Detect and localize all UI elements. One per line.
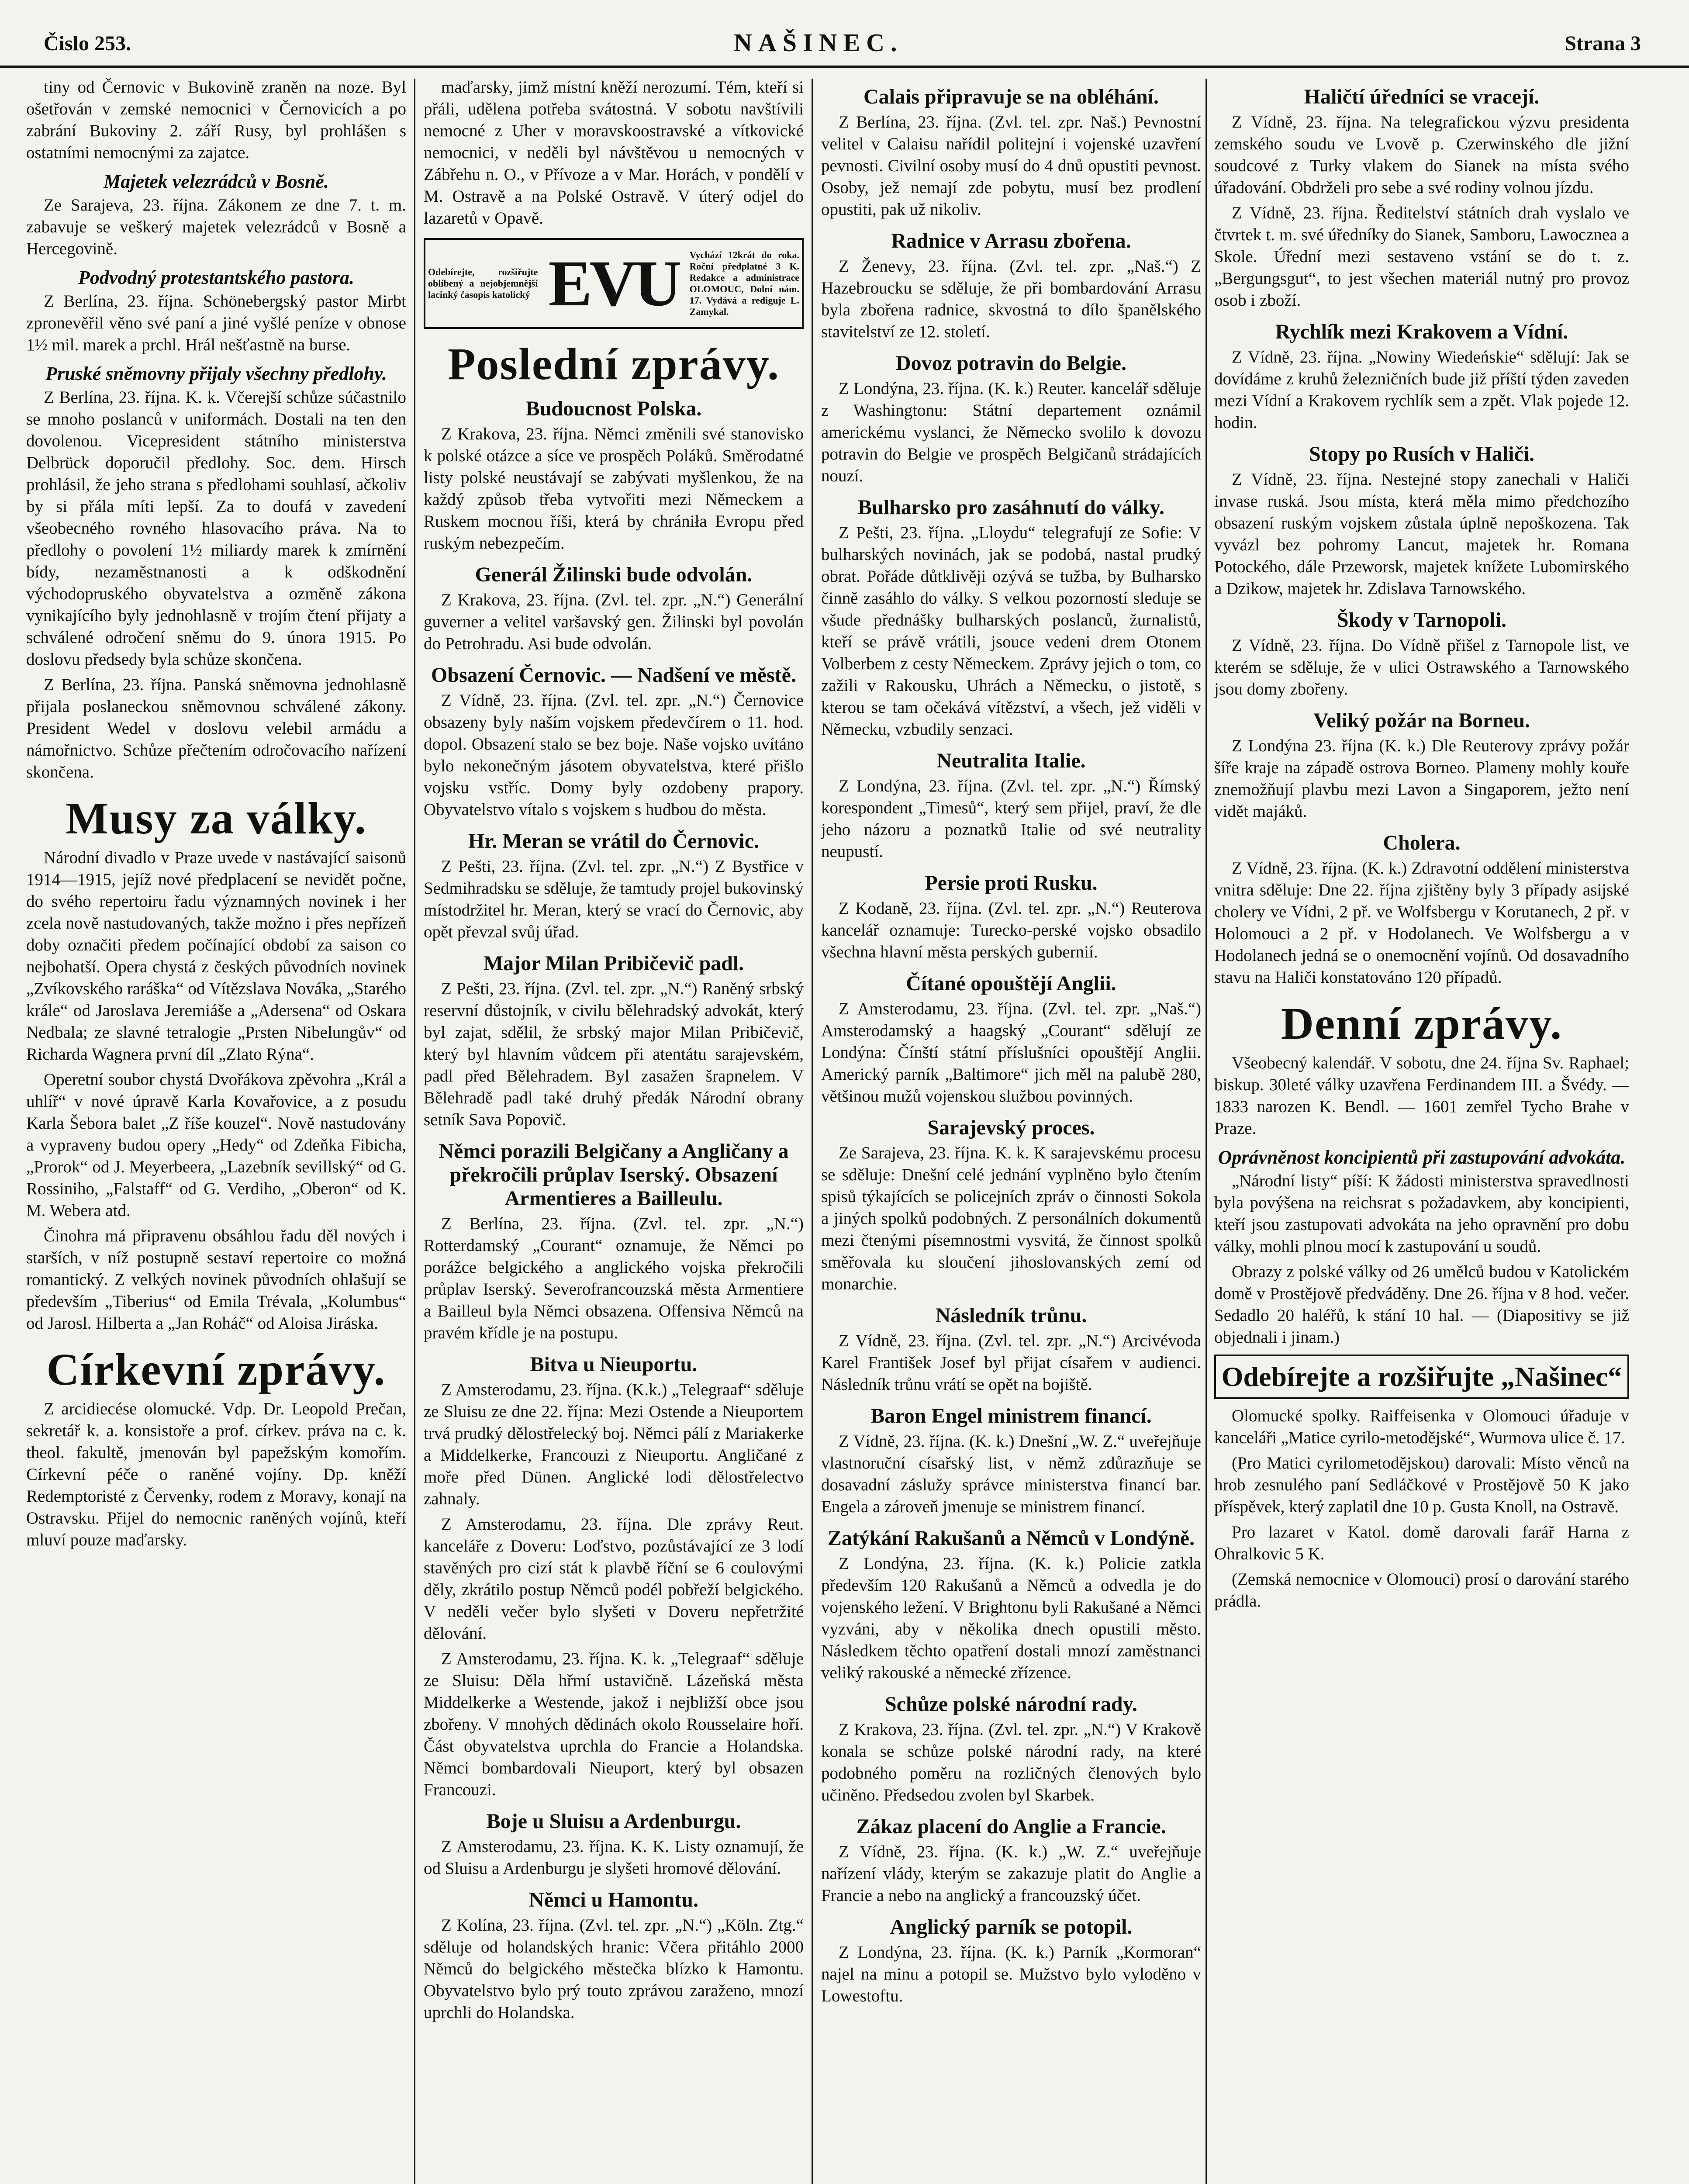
article-headline: Baron Engel ministrem financí. xyxy=(870,1404,1152,1427)
article-headline: Schůze polské národní rady. xyxy=(885,1693,1137,1716)
article-headline: Boje u Sluisu a Ardenburgu. xyxy=(486,1810,741,1833)
article-paragraph: Z arcidiecése olomucké. Vdp. Dr. Leopold Prečan, sekretář k. a. konsistoře a prof. církev. práva na c. k. theol. fakultě, jmenován byl papežským komořím. Církevní péče o raněné vojíny. Dp. kněží Redemptoristé z Červenky, rodem z Moravy, konají na Ostravsku. Přijel do nemocnic raněných vojínů, kteří mluví pouze maďarsky. xyxy=(26,1400,406,1549)
article-headline: Zákaz placení do Anglie a Francie. xyxy=(856,1815,1166,1838)
advertisement-evu xyxy=(424,238,804,329)
article-paragraph: Z Londýna, 23. října. (K. k.) Policie zatkla především 120 Rakušanů a Němců a odvedla je do vojenského ležení. V Brightonu byli Rakušané a Němci vyzváni, aby v několika dnech opustili město. Následkem těchto opatření dostali mnozí zaměstnanci veliký rakouské a německé zřízence. xyxy=(821,1554,1201,1682)
article-paragraph: Z Berlína, 23. října. (Zvl. tel. zpr. „N.“) Rotterdamský „Courant“ oznamuje, že Němci po porážce belgického a anglického vojska překročili průplav Iserský. Severofrancouzská města Armentiere a Bailleul byla Němci obsazena. Offensiva Němců na pravém křídle je na postupu. xyxy=(424,1214,804,1342)
column-rule xyxy=(812,79,813,2184)
article-headline: Oprávněnost koncipientů při zastupování advokáta. xyxy=(1218,1147,1626,1168)
issue-number: Čislo 253. xyxy=(44,32,131,55)
article-headline: Veliký požár na Borneu. xyxy=(1313,709,1530,732)
article-paragraph: Ze Sarajeva, 23. října. K. k. K sarajevskému procesu se sděluje: Dnešní celé jednání vyplněno bylo čtením spisů týkajících se policejních zpráv o činnosti Sokola a jiných spolků podobných. Z personálních dokumentů mezi čtenými písemnostmi vysvitá, že činnost spolků směřovala ku sloučení jihoslovanských zemí od monarchie. xyxy=(821,1144,1201,1293)
article-headline: Škody v Tarnopoli. xyxy=(1337,608,1507,632)
article-headline: Následník trůnu. xyxy=(935,1304,1087,1327)
page-number: Strana 3 xyxy=(1565,32,1641,55)
article-paragraph: Z Krakova, 23. října. (Zvl. tel. zpr. „N.“) Generální guverner a velitel varšavský gen. Žilinski byl povolán do Petrohradu. Asi bude odvolán. xyxy=(424,591,804,653)
article-paragraph: Národní divadlo v Praze uvede v nastávající saisonů 1914—1915, jejíž nové předplacení se nevidět počne, do svého repertoiru řadu významných novinek i her zcela nově nastudovaných, takže možno i přes nepřízeň doby označiti předem počínající období za saison co nejbohatší. Opera chystá z českých původních novinek „Zvíkovského raráška“ od Vítězslava Nováka, „Starého krále“ od Jaroslava Jeremiáše a „Adersena“ od Oskara Nedbala; ze slavné tetralogie „Prsten Nibelungův“ od Richarda Wagnera první díl „Zlato Rýna“. xyxy=(26,848,406,1064)
article-paragraph: Z Vídně, 23. října. (K. k.) Zdravotní oddělení ministerstva vnitra sděluje: Dne 22. října zjištěny byly 3 případy asijské cholery ve Vídni, 2 př. ve Wolfsbergu v Korutanech, 2 př. v Holomouci a 2 př. v Hodolanech. Ve Wolfsbergu a v Hodolanech jedná se o onemocnění vojínů. Od dosavadního stavu na Haliči konstatováno 120 případů. xyxy=(1214,859,1629,987)
masthead xyxy=(0,0,1689,68)
column-rule xyxy=(414,79,415,2184)
article-paragraph: Z Vídně, 23. října. Nestejné stopy zanechali v Haliči invase ruská. Jsou místa, která měla mimo předchozího obsazení ruským vojskem zůstala úplně nepoškozena. Tak vyvázl bez pohromy Lancut, majetek hr. Romana Potockého, dále Przeworsk, majetek knížete Lubomirského a Dzikow, majetek hr. Zdislava Tarnowského. xyxy=(1214,470,1629,598)
article-paragraph: Z Amsterodamu, 23. října. Dle zprávy Reut. kanceláře z Doveru: Loďstvo, pozůstávající ze 3 lodí stavěných pro cizí stát k plavbě říční se 6 coulovými děly, zkrátilo postup Němců podél pobřeží belgického. V neděli večer bylo slyšeti v Doveru nepřetržité dělování. xyxy=(424,1515,804,1643)
article-headline: Stopy po Rusích v Haliči. xyxy=(1309,442,1535,466)
article-paragraph: Z Vídně, 23. října. (Zvl. tel. zpr. „N.“) Černovice obsazeny byly naším vojskem předevčírem o 11. hod. dopol. Obsazení stalo se bez boje. Naše vojsko uvítáno bylo nekonečným jásotem obyvatelstva, které přišlo vojsku vstříc. Domy byly ozdobeny prapory. Obyvatelstvo vítalo s vojskem s hudbou do města. xyxy=(424,691,804,819)
article-headline: Němci porazili Belgičany a Angličany a překročili průplav Iserský. Obsazení Armentieres a Bailleulu. xyxy=(439,1140,789,1210)
article-paragraph: Činohra má připravenu obsáhlou řadu děl nových i starších, v níž postupně sestaví repertoire co možná romantický. Z velkých novinek původních ohlašují se především „Tiberius“ od Emila Trévala, „Kolumbus“ od Jarosl. Hilberta a „Jan Roháč“ od Aloisa Jiráska. xyxy=(26,1227,406,1333)
article-paragraph: Z Krakova, 23. října. Němci změnili své stanovisko k polské otázce a síce ve prospěch Poláků. Směrodatné listy polské neustávají se zabývati myšlenkou, že na každý způsob třeba vytvořiti mezi Německem a Ruskem mocnou říši, která by chrániła Evropu před ruským nebezpečím. xyxy=(424,425,804,553)
article-headline: Radnice v Arrasu zbořena. xyxy=(891,229,1131,252)
article-paragraph: Z Ženevy, 23. října. (Zvl. tel. zpr. „Naš.“) Z Hazebroucku se sděluje, že při bombardování Arrasu byla zbořena radnice, skvostná to dílo španělského stavitelství ze 12. století. xyxy=(821,257,1201,341)
article-paragraph: Z Amsterodamu, 23. října. K. K. Listy oznamují, že od Sluisu a Ardenburgu je slyšeti hromové dělování. xyxy=(424,1837,804,1878)
article-paragraph: Z Amsterodamu, 23. října. (K.k.) „Telegraaf“ sděluje ze Sluisu ze dne 22. října: Mezi Ostende a Nieuportem trvá prudký dělostřelecký boj. Němci pálí z Mariakerke a Middelkerke, Francouzi z Nieuportu. Angličané z moře před Dünen. Anglické lodi dělostřelectvo zahnaly. xyxy=(424,1380,804,1508)
section-heading: Musy za války. xyxy=(66,793,367,843)
article-paragraph: Z Pešti, 23. října. (Zvl. tel. zpr. „N.“) Z Bystřice v Sedmihradsku se sděluje, že tamtudy projel bukovinský místodržitel hr. Meran, který se vrací do Černovic, aby opět převzal svůj úřad. xyxy=(424,857,804,941)
article-headline: Bitva u Nieuportu. xyxy=(530,1353,698,1376)
article-headline: Major Milan Pribičevič padl. xyxy=(483,952,744,975)
article-headline: Generál Žilinski bude odvolán. xyxy=(475,563,753,586)
article-paragraph: Z Vídně, 23. října. „Nowiny Wiedeńskie“ sdělují: Jak se dovídáme z kruhů železničních bude již příští týden zaveden mezi Vídní a Krakovem rychlík sem a zpět. Vlak pojede 12. hodin. xyxy=(1214,348,1629,432)
article-headline: Obsazení Černovic. — Nadšení ve městě. xyxy=(431,663,796,687)
column-1 xyxy=(26,76,406,2184)
article-paragraph: Z Vídně, 23. října. (K. k.) Dnešní „W. Z.“ uveřejňuje vlastnoruční císařský list, v němž zdůrazňuje se dosavadní záslužy správce ministerstva financí bar. Engela a zároveň jmenuje se ministrem financí. xyxy=(821,1432,1201,1516)
article-paragraph: Z Londýna, 23. října. (K. k.) Parník „Kormoran“ najel na minu a potopil se. Mužstvo bylo vyloděno v Lowestoftu. xyxy=(821,1943,1201,2005)
article-paragraph: Z Kolína, 23. října. (Zvl. tel. zpr. „N.“) „Köln. Ztg.“ sděluje od holandských hranic: Včera přitáhlo 2000 Němců do belgického městečka blízko k Hamontu. Obyvatelstvo bylo prý touto zprávou zaraženo, mnozí uprchli do Holandska. xyxy=(424,1916,804,2022)
article-headline: Bulharsko pro zasáhnutí do války. xyxy=(857,496,1165,519)
column-4 xyxy=(1214,76,1629,2184)
article-paragraph: Z Kodaně, 23. října. (Zvl. tel. zpr. „N.“) Reuterova kancelář oznamuje: Turecko-perské vojsko obsadilo všechna hlavní města perských gubernií. xyxy=(821,899,1201,961)
column-rule xyxy=(1205,79,1207,2184)
article-paragraph: (Zemská nemocnice v Olomouci) prosí o darování starého prádla. xyxy=(1214,1570,1629,1610)
article-headline: Rychlík mezi Krakovem a Vídní. xyxy=(1275,320,1568,343)
article-paragraph: Z Londýna, 23. října. (K. k.) Reuter. kancelář sděluje z Washingtonu: Státní departement oznámil americkému vyslanci, že Německo svolilo k dovozu potravin do Belgie ve prospěch Belgičanů strádajících nouzí. xyxy=(821,379,1201,485)
article-paragraph: Z Pešti, 23. října. „Lloydu“ telegrafují ze Sofie: V bulharských novinách, jak se podobá, nastal prudký obrat. Pořáde důtklivěji ozývá se tužba, by Bulharsko činně zasáhlo do války. S velkou pozorností sleduje se všude přednášky bulharských poslanců, žurnalistů, kteří se právě vrátili, jsouce vedeni drem Otonem Volberbem z cesty Německem. Zprávy jejich o tom, co zažili v Rakousku, Uhrách a Německu, o jistotě, s kterou se tam očekává vítězství, a všech, jež viděli v Německu, vzbudily senzaci. xyxy=(821,523,1201,739)
article-paragraph: Olomucké spolky. Raiffeisenka v Olomouci úřaduje v kanceláři „Matice cyrilo-metodějské“, Wurmova ulice č. 17. xyxy=(1214,1406,1629,1447)
article-headline: Budoucnost Polska. xyxy=(525,397,702,420)
article-paragraph: Z Vídně, 23. října. Do Vídně přišel z Tarnopole list, ve kterém se sděluje, že v ulici Ostrawského a Tarnowského jsou domy zbořeny. xyxy=(1214,636,1629,698)
article-headline: Majetek velezrádců v Bosně. xyxy=(104,171,329,192)
article-paragraph: Z Berlína, 23. října. K. k. Včerejší schůze súčastnilo se mnoho poslanců v uniformách. Dostali na ten den dovolenou. Vicepresident státního ministerstva Delbrück doporučil předlohy. Soc. dem. Hirsch prohlásil, že jeho strana s předlohami souhlasí, ačkoliv by si přála míti lepší. Za to doufá v zavedení všeobecného rovného hlasovacího práva. Na to předlohy o povolení 1½ miliardy marek k zmírnění bídy, nezaměstnanosti a k odškodnění východopruského obyvatelstva a ozměně zákona vynikajícího byly jednohlasně v trojím čtení přijaty a schválené odročení sněmu do 9. února 1915. Po doslovu předsedy byla schůze skončena. xyxy=(26,388,406,669)
article-headline: Němci u Hamontu. xyxy=(529,1888,698,1911)
article-paragraph: Ze Sarajeva, 23. října. Zákonem ze dne 7. t. m. zabavuje se veškerý majetek velezrádců v Bosně a Hercegovině. xyxy=(26,196,406,258)
article-headline: Calais připravuje se na obléhání. xyxy=(863,85,1159,108)
article-headline: Persie proti Rusku. xyxy=(925,871,1098,895)
article-headline: Sarajevský proces. xyxy=(927,1116,1095,1139)
article-paragraph: Z Vídně, 23. října. (K. k.) „W. Z.“ uveřejňuje nařízení vlády, kterým se zakazuje platit do Anglie a Francie a nebo na anglický a francouzský účet. xyxy=(821,1842,1201,1905)
newspaper-title: NAŠINEC. xyxy=(734,28,903,57)
section-heading: Církevní zprávy. xyxy=(46,1344,386,1395)
article-paragraph: Z Berlína, 23. října. Panská sněmovna jednohlasně přijala poslaneckou sněmovnou schválené zákony. President Wedel v doslovu velebil armádu a námořnictvo. Schůze přečtením odročovacího nařízení skončena. xyxy=(26,675,406,781)
article-headline: Zatýkání Rakušanů a Němců v Londýně. xyxy=(827,1527,1195,1550)
article-headline: Cholera. xyxy=(1383,831,1461,854)
article-paragraph: Z Londýna 23. října (K. k.) Dle Reuterovy zprávy požár šíře kraje na západě ostrova Borneo. Plameny mohly kouře znemožňují plavbu mezi Lavon a Singaporem, ježto není vidět majáků. xyxy=(1214,736,1629,821)
article-paragraph: Z Vídně, 23. října. Na telegrafickou výzvu presidenta zemského soudu ve Lvově p. Czerwinského dle jižní soudcové z Turky vlakem do Sianek na místa svého úřadování. Obdrželi pro sebe a své rodiny volnou jízdu. xyxy=(1214,113,1629,197)
article-paragraph: Z Londýna, 23. října. (Zvl. tel. zpr. „N.“) Římský korespondent „Timesů“, který sem přijel, praví, že dle jeho názoru a poznatků Italie od své neutrality neupustí. xyxy=(821,777,1201,861)
ad-text: Odebírejte, rozšiřujte oblíbený a nejobjemnější lacinký časopis katolický xyxy=(428,266,538,300)
column-3 xyxy=(821,76,1201,2184)
article-paragraph: Z Amsterodamu, 23. října. K. k. „Telegraaf“ sděluje ze Sluisu: Děla hřmí ustavičně. Lázeňská města Middelkerke a Westende, jakož i nejbližší obce jsou zbořeny. V mnohých dědinách okolo Rousselaire hoří. Část obyvatelstva uprchla do Francie a Holandska. Němci bombardovali Nieuport, který byl obsazen Francouzi. xyxy=(424,1649,804,1799)
article-paragraph: Operetní soubor chystá Dvořákova zpěvohra „Král a uhlíř“ v nové úpravě Karla Kovařovice, a z posudu Karla Šebora balet „Z říše kouzel“. Nově nastudovány a vypraveny budou opery „Hedy“ od Zdeňka Fibicha, „Prorok“ od J. Meyerbeera, „Lazebník sevillský“ od G. Rossiniho, „Falstaff“ od G. Verdiho, „Oberon“ od K. M. Webera atd. xyxy=(26,1070,406,1220)
article-paragraph: tiny od Černovic v Bukovině zraněn na noze. Byl ošetřován v zemské nemocnici v Černovicích a po zabrání Bukoviny 2. září Rusy, byl prohlášen s ostatními nemocnými za zajatce. xyxy=(26,78,406,162)
ad-text: EVU xyxy=(548,247,679,320)
article-paragraph: Z Pešti, 23. října. (Zvl. tel. zpr. „N.“) Raněný srbský reservní důstojník, v civilu bělehradský advokát, který byl zajat, sdělil, že srbský major Milan Pribičevič, který byl hlavním vůdcem při atentátu sarajevském, padl před Bělehradem. Byl zasažen šrapnelem. V Bělehradě padl také druhý předák Národní obrany setník Sava Popovič. xyxy=(424,979,804,1129)
article-paragraph: Z Berlína, 23. října. Schönebergský pastor Mirbt zpronevěřil věno své paní a jiné vyšlé peníze v obnose 1½ mil. marek a prchl. Hrál nešťastně na burse. xyxy=(26,292,406,354)
article-paragraph: Pro lazaret v Katol. domě darovali farář Harna z Ohralkovic 5 K. xyxy=(1214,1523,1629,1563)
article-headline: Dovoz potravin do Belgie. xyxy=(896,352,1126,375)
article-paragraph: Všeobecný kalendář. V sobotu, dne 24. října Sv. Raphael; biskup. 30leté války uzavřena Ferdinandem III. a Švédy. — 1833 narozen K. Bendl. — 1601 zemřel Tycho Brahe v Praze. xyxy=(1214,1054,1629,1138)
article-headline: Anglický parník se potopil. xyxy=(890,1915,1133,1939)
article-headline: Pruské sněmovny přijaly všechny předlohy. xyxy=(45,363,387,384)
section-heading: Poslední zprávy. xyxy=(447,339,780,389)
article-paragraph: (Pro Matici cyrilometodějskou) darovali: Místo věnců na hrob zesnulého paní Sedláčkové v Prostějově 50 K jako příspěvek, který zaplatil dne 10 p. Gusta Knoll, na Ostravě. xyxy=(1214,1454,1629,1516)
article-paragraph: maďarsky, jimž místní kněží nerozumí. Tém, kteří si přáli, udělena potřeba svátostná. V sobotu navštívili nemocné z Uher v moravskoostravské a vítkovické nemocnici, v neděli byl návštěvou u nemocných v Zábřehu n. O., v Přívoze a v Mar. Horách, v pondělí v M. Ostravě a na Polské Ostravě. V úterý odjel do lazaretů v Opavě. xyxy=(424,78,804,228)
article-headline: Čítané opouštějí Anglii. xyxy=(906,972,1116,995)
article-headline: Neutralita Italie. xyxy=(936,749,1086,772)
article-paragraph: Z Krakova, 23. října. (Zvl. tel. zpr. „N.“) V Krakově konala se schůze polské národní rady, na které podobného poměru na rozličných členových bylo učiněno. Předsedou zvolen byl Skarbek. xyxy=(821,1720,1201,1804)
article-paragraph: Z Berlína, 23. října. (Zvl. tel. zpr. Naš.) Pevnostní velitel v Calaisu nařídil politejní i vojenské uzavření pevnosti. Civilní osoby musí do 4 dnů opustiti pevnost. Osoby, jež nemají zde pobytu, musí bez prodlení opustiti, pak už nikoliv. xyxy=(821,113,1201,219)
article-headline: Haličtí úředníci se vracejí. xyxy=(1304,85,1540,108)
article-paragraph: Z Amsterodamu, 23. října. (Zvl. tel. zpr. „Naš.“) Amsterodamský a haagský „Courant“ sdělují ze Londýna: Čínští státní příslušníci opouštějí Anglii. Americký parník „Baltimore“ jich měl na palubě 280, většinou mužů vojenskou službou povinných. xyxy=(821,999,1201,1106)
section-heading: Denní zprávy. xyxy=(1281,999,1563,1049)
article-paragraph: Z Vídně, 23. října. Ředitelství státních drah vyslalo ve čtvrtek t. m. své úředníky do Sianek, Samboru, Lawocznea a Skole. Úřední mezi sestaveno vstání se do t. z. „Bergungsgut“, to jest všechen materiál nutný pro provoz osob i zboží. xyxy=(1214,204,1629,310)
subscription-banner: Odebírejte a rozšiřujte „Našinec“ xyxy=(1214,1355,1629,1399)
article-headline: Hr. Meran se vrátil do Černovic. xyxy=(468,829,760,853)
article-paragraph: Obrazy z polské války od 26 umělců budou v Katolickém domě v Prostějově předváděny. Dne 26. října v 8 hod. večer. Sedadlo 20 haléřů, k stání 10 hal. — (Diapositivy se již objednali i jinam.) xyxy=(1214,1262,1629,1347)
column-2 xyxy=(424,76,804,2184)
article-paragraph: Z Vídně, 23. října. (Zvl. tel. zpr. „N.“) Arcivévoda Karel František Josef byl přijat císařem v audienci. Následník trůnu vrátí se opět na bojiště. xyxy=(821,1331,1201,1394)
ad-text: Vychází 12krát do roka. Roční předplatné 3 K. Redakce a administrace OLOMOUC, Dolní nám. 17. Vydává a rediguje L. Zamykal. xyxy=(689,249,800,317)
article-paragraph: „Národní listy“ píší: K žádosti ministerstva spravedlnosti byla povýšena na reichsrat s požadavkem, aby koncipienti, kteří jsou zastupovati advokáta na jeho opravnění pro dobu války, mohli plnou mocí k zastupování u soudů. xyxy=(1214,1171,1629,1256)
article-headline: Podvodný protestantského pastora. xyxy=(78,267,354,288)
